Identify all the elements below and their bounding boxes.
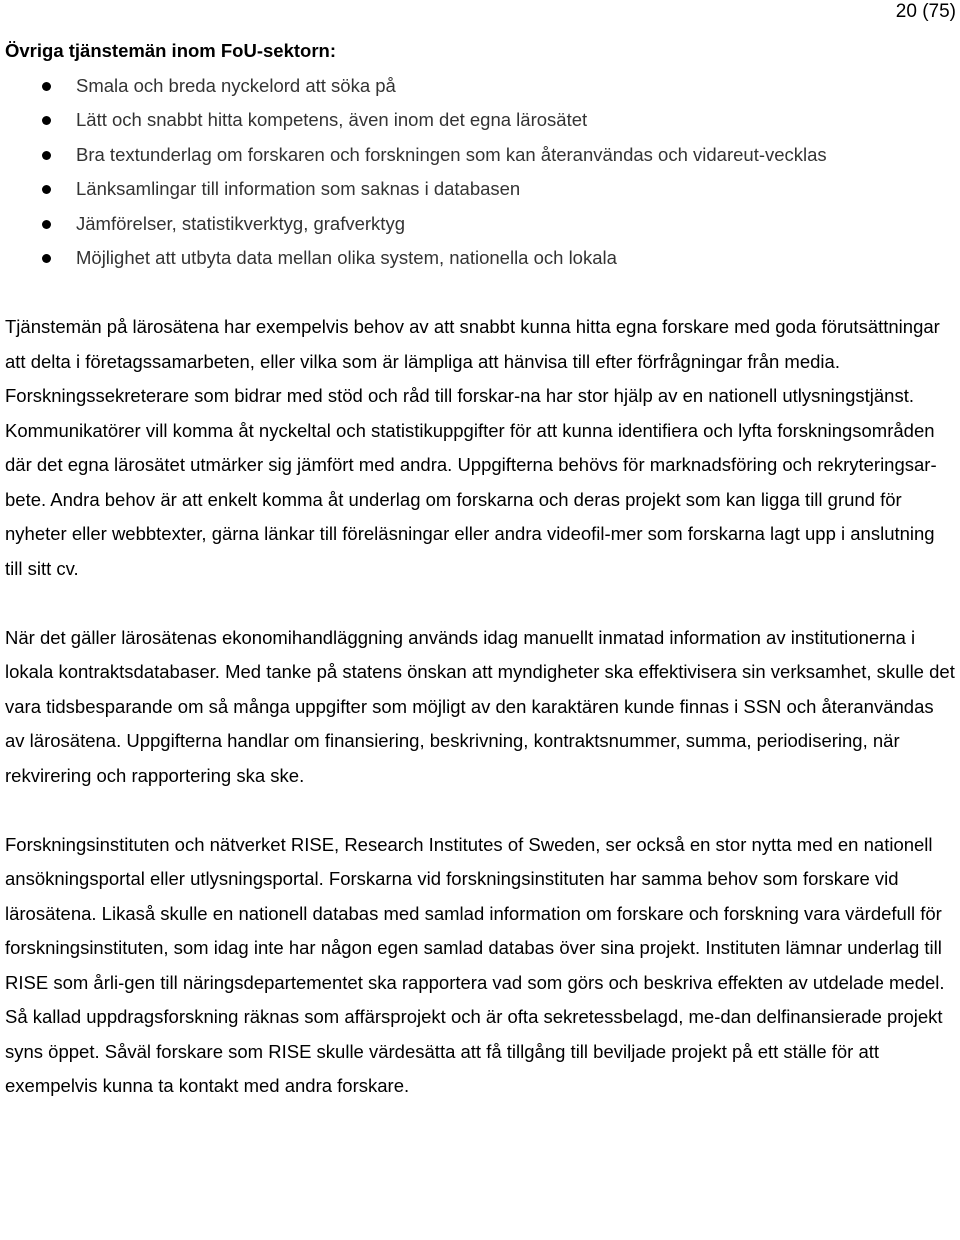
list-item-text: Lätt och snabbt hitta kompetens, även inom det egna lärosätet (76, 109, 588, 130)
bullet-icon (42, 116, 51, 125)
section-heading: Övriga tjänstemän inom FoU-sektorn: (5, 40, 336, 61)
bullet-icon (42, 185, 51, 194)
list-item-text: Bra textunderlag om forskaren och forskningen som kan återanvändas och vidareut-vecklas (76, 143, 827, 165)
page-content (5, 34, 955, 1104)
paragraph-financial-administration: När det gäller lärosätenas ekonomihandläggning används idag manuellt inmatad information av institutionerna i lokala kontraktsdatabaser. Med tanke på statens önskan att myndigheter ska effektivisera sin verksamhet, skulle det vara tidsbesparande om så många uppgifter som möjligt av den karaktären kunde finnas i SSN och återanvändas av lärosätena. Uppgifterna handlar om finansiering, beskrivning, kontraktsnummer, summa, periodisering, när rekvirering och rapportering ska ske. (5, 626, 955, 786)
paragraph-staff-needs: Tjänstemän på lärosätena har exempelvis behov av att snabbt kunna hitta egna forskare med goda förutsättningar att delta i företagssamarbeten, eller vilka som är lämpliga att hänvisa till efter förfrågningar från media. Forskningssekreterare som bidrar med stöd och råd till forskar-na har stor hjälp av en nationell utlysningstjänst. Kommunikatörer vill komma åt nyckeltal och statistikuppgifter för att kunna identifiera och lyfta forskningsområden där det egna lärosätet utmärker sig jämfört med andra. Uppgifterna behövs för marknadsföring och rekryteringsar-bete. Andra behov är att enkelt komma åt underlag om forskarna och deras projekt som kan ligga till grund för nyheter eller webbtexter, gärna länkar till föreläsningar eller andra videofil-mer som forskarna lagt upp i anslutning till sitt cv. (5, 316, 940, 579)
list-item-text: Smala och breda nyckelord att söka på (76, 74, 396, 96)
list-item (5, 138, 955, 173)
bullet-icon (42, 254, 51, 263)
list-item (5, 241, 955, 276)
bullet-icon (42, 82, 51, 91)
bullet-icon (42, 151, 51, 160)
list-item-text: Möjlighet att utbyta data mellan olika system, nationella och lokala (76, 247, 617, 268)
list-item-text: Länksamlingar till information som saknas i databasen (76, 178, 521, 199)
paragraph-research-institutes: Forskningsinstituten och nätverket RISE, Research Institutes of Sweden, ser också en stor nytta med en nationell ansökningsportal eller utlysningsportal. Forskarna vid forskningsinstituten har samma behov som forskare vid lärosätena. Likaså skulle en nationell databas med samlad information om forskare och forskning vara värdefull för forskningsinstituten, som idag inte har någon egen samlad databas över sina projekt. Instituten lämnar underlag till RISE som årli-gen till näringsdepartementet ska rapportera vad som görs och beskriva effekten av utdelade medel. Så kallad uppdragsforskning räknas som affärsprojekt och är ofta sekretessbelagd, me-dan delfinansierade projekt syns öppet. Såväl forskare som RISE skulle värdesätta att få tillgång till beviljade projekt på ett ställe för att exempelvis kunna ta kontakt med andra forskare. (5, 833, 945, 1096)
list-item (5, 172, 955, 207)
list-item (5, 103, 955, 138)
bullet-icon (42, 220, 51, 229)
bullet-list (5, 69, 955, 276)
list-item-text: Jämförelser, statistikverktyg, grafverktyg (76, 212, 405, 234)
page-number: 20 (75) (895, 1, 956, 22)
list-item (5, 207, 955, 242)
list-item (5, 69, 955, 104)
